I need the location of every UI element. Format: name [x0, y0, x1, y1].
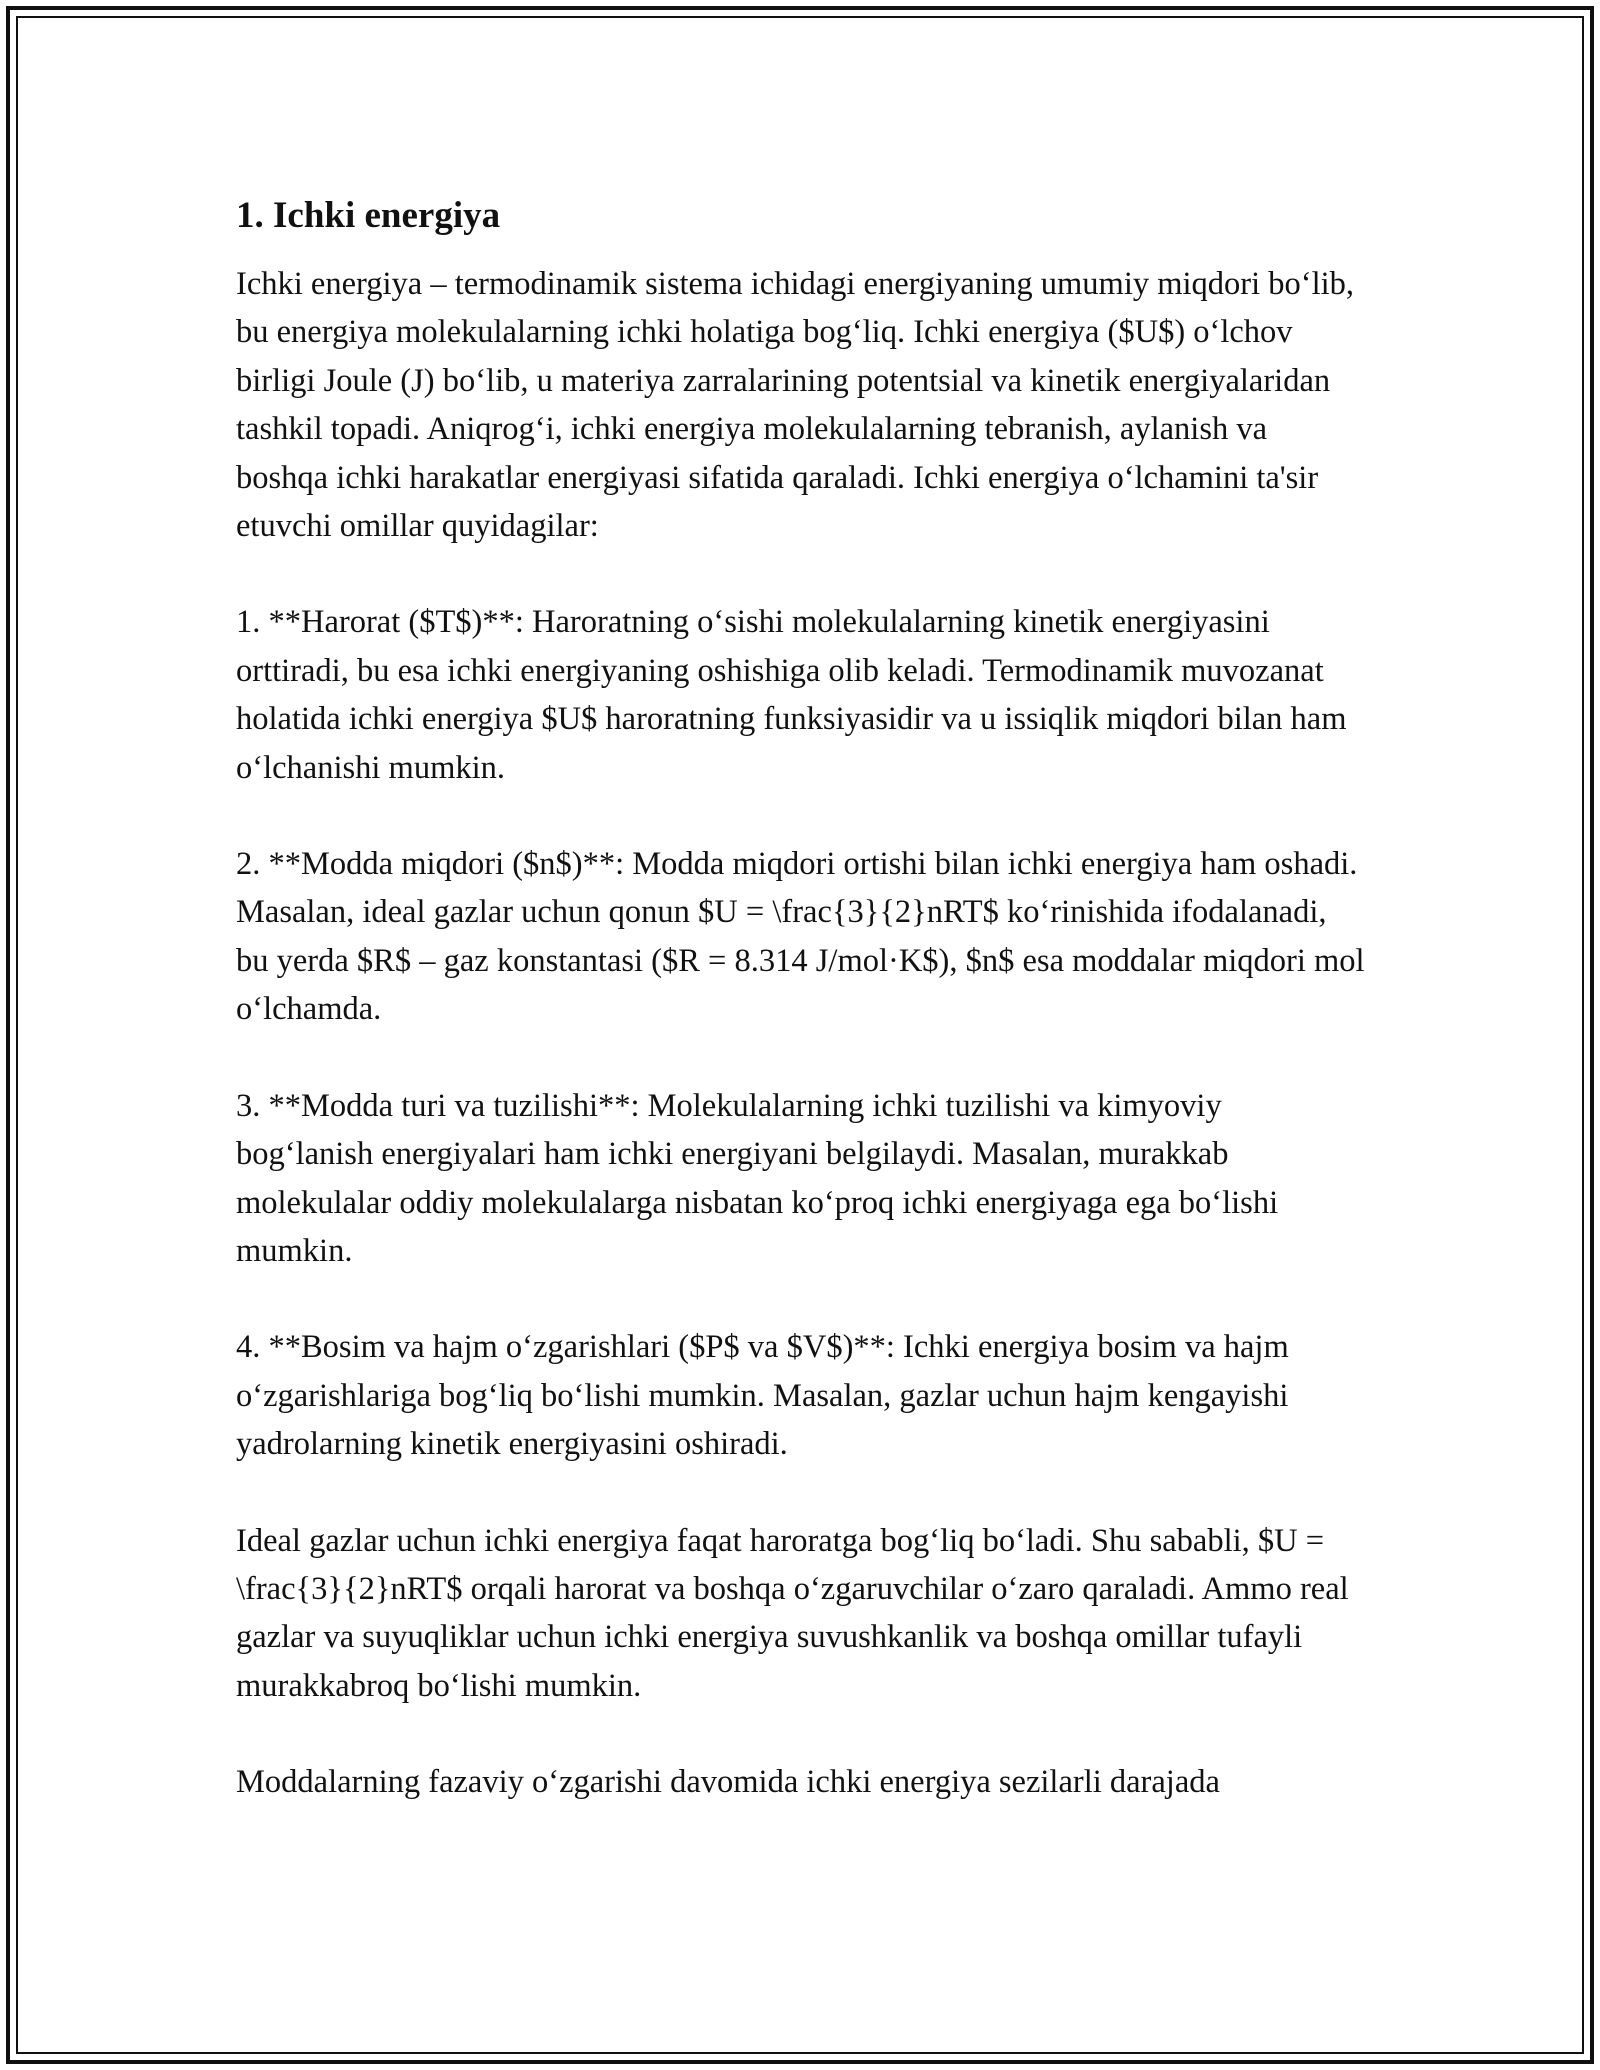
paragraph-ideal-gazlar: Ideal gazlar uchun ichki energiya faqat haroratga bog‘liq bo‘ladi. Shu sababli, $U = \frac{3}{2}nRT$ orqali harorat va boshqa o‘zgaruvchilar o‘zaro qaraladi. Ammo real gazlar va suyuqliklar uchun ichki energiya suvushkanlik va boshqa omillar tufayli murakkabroq bo‘lishi mumkin.: [236, 1522, 1349, 1704]
paragraph-modda-miqdori: 2. **Modda miqdori ($n$)**: Modda miqdori ortishi bilan ichki energiya ham oshadi. Masalan, ideal gazlar uchun qonun $U = \frac{3}{2}nRT$ ko‘rinishida ifodalanadi, bu yerda $R$ – gaz konstantasi ($R = 8.314 J/mol·K$), $n$ esa moddalar miqdori mol o‘lchamda.: [236, 846, 1365, 1028]
paragraph-harorat: 1. **Harorat ($T$)**: Haroratning o‘sishi molekulalarning kinetik energiyasini orttiradi, bu esa ichki energiyaning oshishiga olib keladi. Termodinamik muvozanat holatida ichki energiya $U$ haroratning funksiyasidir va u issiqlik miqdori bilan ham o‘lchanishi mumkin.: [236, 604, 1347, 786]
paragraph-bosim-hajm: 4. **Bosim va hajm o‘zgarishlari ($P$ va $V$)**: Ichki energiya bosim va hajm o‘zgarishlariga bog‘liq bo‘lishi mumkin. Masalan, gazlar uchun hajm kengayishi yadrolarning kinetik energiyasini oshiradi.: [236, 1329, 1289, 1463]
document-body: [236, 186, 1366, 1855]
paragraph-modda-turi: 3. **Modda turi va tuzilishi**: Molekulalarning ichki tuzilishi va kimyoviy bog‘lanish energiyalari ham ichki energiyani belgilaydi. Masalan, murakkab molekulalar oddiy molekulalarga nisbatan ko‘proq ichki energiyaga ega bo‘lishi mumkin.: [236, 1087, 1279, 1269]
paragraph-intro: Ichki energiya – termodinamik sistema ichidagi energiyaning umumiy miqdori bo‘lib, bu energiya molekulalarning ichki holatiga bog‘liq. Ichki energiya ($U$) o‘lchov birligi Joule (J) bo‘lib, u materiya zarralarining potentsial va kinetik energiyalaridan tashkil topadi. Aniqrog‘i, ichki energiya molekulalarning tebranish, aylanish va boshqa ichki harakatlar energiyasi sifatida qaraladi. Ichki energiya o‘lchamini ta'sir etuvchi omillar quyidagilar:: [236, 266, 1355, 545]
section-heading: 1. Ichki energiya: [236, 195, 501, 236]
paragraph-fazaviy: Moddalarning fazaviy o‘zgarishi davomida ichki energiya sezilarli darajada: [236, 1764, 1220, 1801]
